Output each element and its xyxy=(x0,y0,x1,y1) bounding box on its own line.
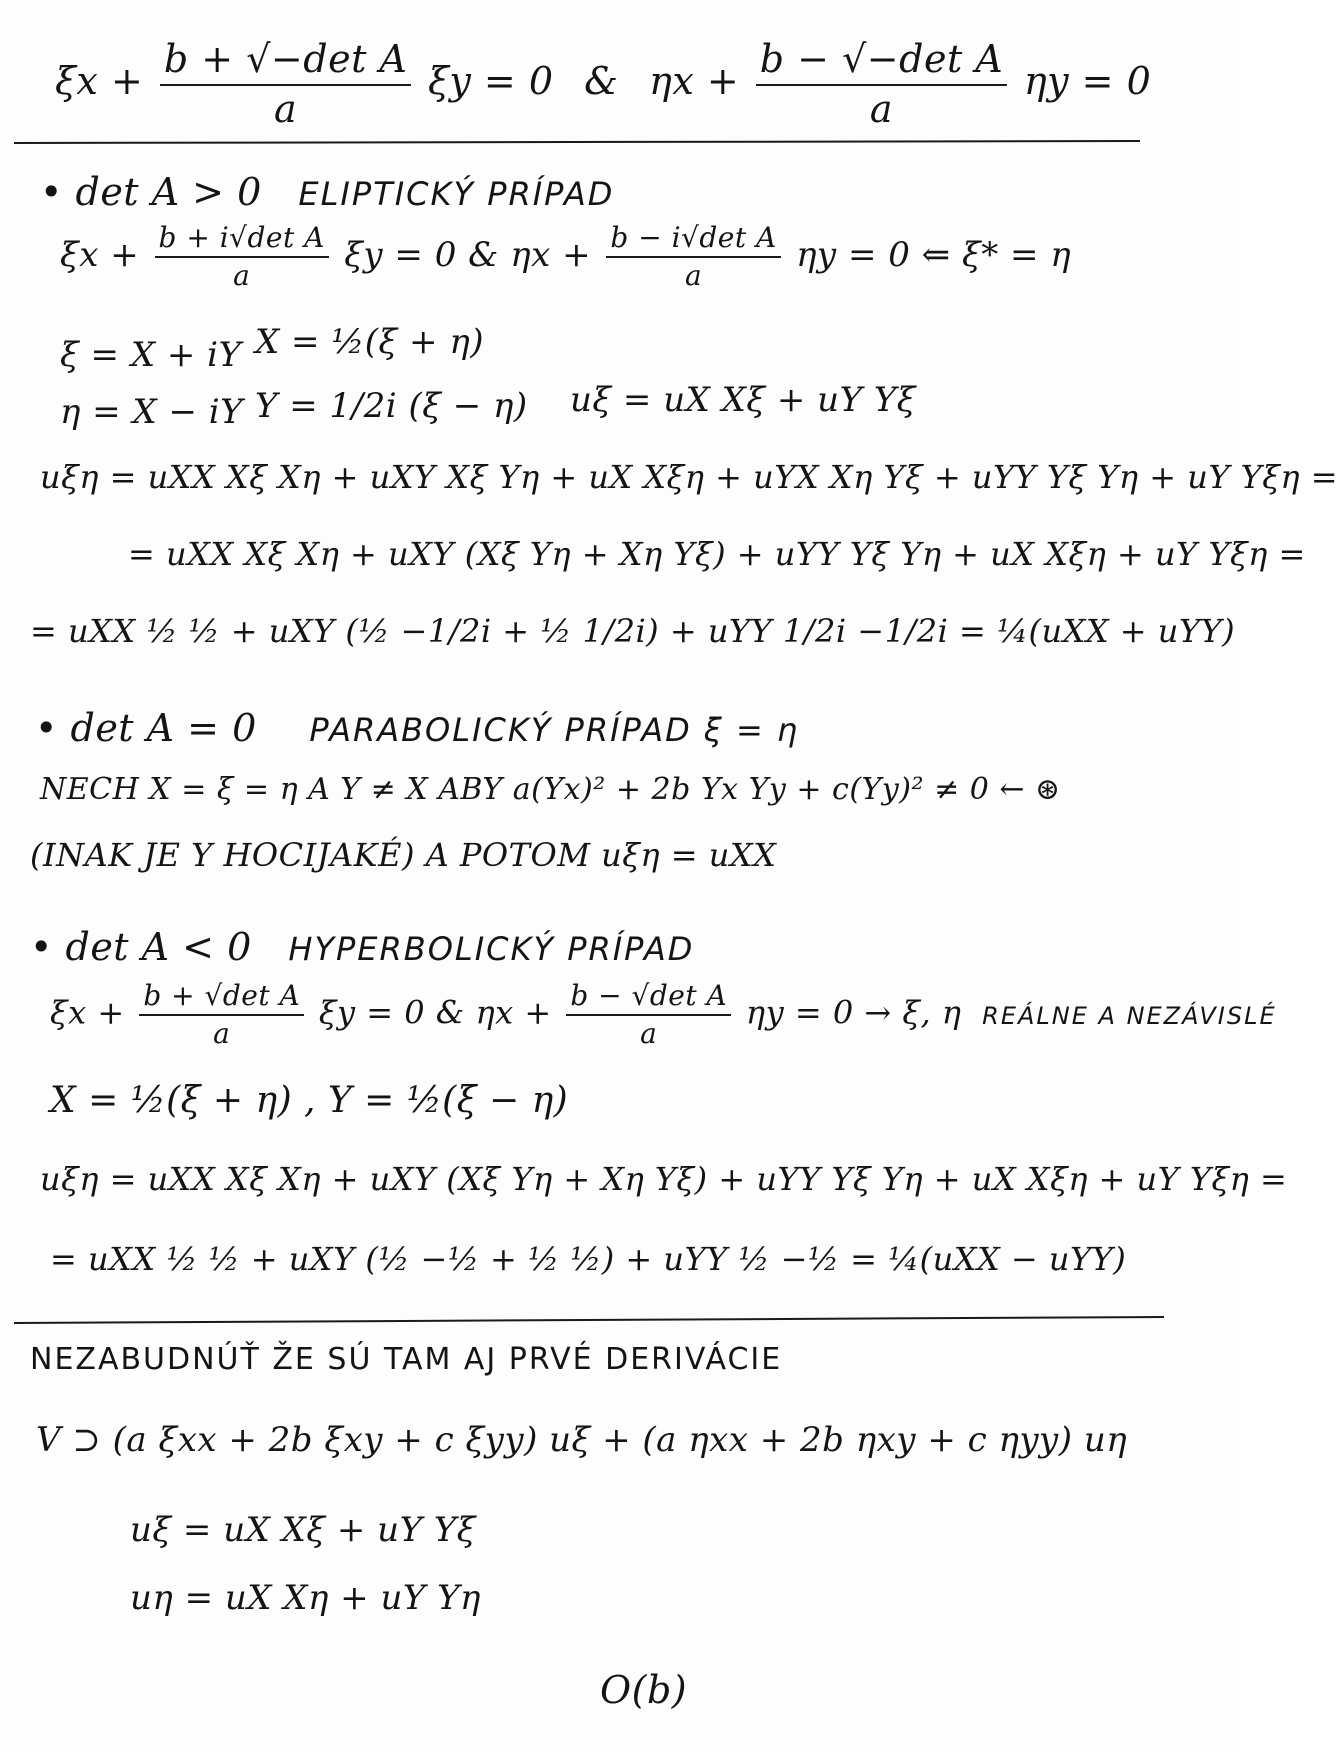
hyperbolic-heading: • det A < 0 xyxy=(30,925,252,969)
note-title: NEZABUDNÚŤ ŽE SÚ TAM AJ PRVÉ DERIVÁCIE xyxy=(30,1342,783,1377)
elliptic-derivation-line2: = uXX Xξ Xη + uXY (Xξ Yη + Xη Yξ) + uYY Yξ Yη + uX Xξη + uY Yξη = xyxy=(128,535,1306,573)
elliptic-eq-den2: a xyxy=(684,259,703,293)
top-amp: & xyxy=(584,59,619,104)
elliptic-characteristic-eq xyxy=(60,222,1071,292)
elliptic-eq-num1: b + i√det A xyxy=(155,222,329,258)
elliptic-def-Y: Y = 1/2i (ξ − η) xyxy=(255,386,528,426)
hyperbolic-title: HYPERBOLICKÝ PRÍPAD xyxy=(288,930,695,968)
divider-top xyxy=(14,140,1140,144)
note-u-xi: uξ = uX Xξ + uY Yξ xyxy=(130,1510,476,1550)
elliptic-eq-num2: b − i√det A xyxy=(606,222,780,258)
note-u-eta: uη = uX Xη + uY Yη xyxy=(130,1578,481,1618)
elliptic-def-X: X = ½(ξ + η) xyxy=(255,322,484,362)
top-xi-tail: ξy = 0 xyxy=(427,59,554,104)
parabolic-title: PARABOLICKÝ PRÍPAD ξ = η xyxy=(309,711,800,749)
elliptic-eq-den1: a xyxy=(233,259,251,293)
top-xi-fraction xyxy=(160,38,411,131)
top-eta-tail: ηy = 0 xyxy=(1023,59,1152,104)
top-equation xyxy=(55,38,1151,131)
hyperbolic-eq-c: ηy = 0 → ξ, η xyxy=(745,993,962,1032)
divider-bottom xyxy=(14,1316,1164,1324)
hyperbolic-eq-note: REÁLNE A NEZÁVISLÉ xyxy=(982,1001,1277,1030)
hyperbolic-characteristic-eq xyxy=(50,980,1277,1050)
elliptic-heading-row xyxy=(40,170,614,214)
top-eta-numerator: b − √−det A xyxy=(756,38,1007,86)
hyperbolic-eq-den1: a xyxy=(213,1017,231,1051)
hyperbolic-eq-den2: a xyxy=(640,1017,658,1051)
top-xi-x: ξx + xyxy=(55,59,144,104)
elliptic-heading: • det A > 0 xyxy=(40,170,262,214)
top-xi-denominator: a xyxy=(274,86,298,131)
hyperbolic-eq-num1: b + √det A xyxy=(139,980,304,1016)
top-eta-x: ηx + xyxy=(649,59,740,104)
elliptic-eq-a: ξx + xyxy=(60,235,140,276)
hyperbolic-derivation-line1: uξη = uXX Xξ Xη + uXY (Xξ Yη + Xη Yξ) + uYY Yξ Yη + uX Xξη + uY Yξη = xyxy=(40,1160,1288,1198)
top-eta-denominator: a xyxy=(869,86,894,131)
elliptic-eq-frac2 xyxy=(606,222,780,292)
hyperbolic-heading-row xyxy=(30,925,694,969)
hyperbolic-eq-num2: b − √det A xyxy=(566,980,731,1016)
note-first-derivatives: V ⊃ (a ξxx + 2b ξxy + c ξyy) uξ + (a ηxx + 2b ηxy + c ηyy) uη xyxy=(36,1420,1128,1460)
elliptic-title: ELIPTICKÝ PRÍPAD xyxy=(298,175,615,213)
parabolic-line2: (INAK JE Y HOCIJAKÉ) A POTOM uξη = uXX xyxy=(30,836,777,874)
hyperbolic-eq-frac1 xyxy=(139,980,304,1050)
page-footer: O(b) xyxy=(600,1668,688,1712)
hyperbolic-eq-frac2 xyxy=(566,980,731,1050)
hyperbolic-derivation-line2: = uXX ½ ½ + uXY (½ −½ + ½ ½) + uYY ½ −½ = ¼(uXX − uYY) xyxy=(50,1240,1127,1278)
top-xi-numerator: b + √−det A xyxy=(160,38,411,86)
elliptic-derivation-line1: uξη = uXX Xξ Xη + uXY Xξ Yη + uX Xξη + uYX Xη Yξ + uYY Yξ Yη + uY Yξη = xyxy=(40,458,1338,496)
elliptic-eq-b: ξy = 0 & ηx + xyxy=(344,235,592,276)
elliptic-def-xi: ξ = X + iY xyxy=(60,335,242,375)
hyperbolic-def: X = ½(ξ + η) , Y = ½(ξ − η) xyxy=(50,1080,569,1121)
elliptic-eq-frac1 xyxy=(155,222,329,292)
parabolic-heading-row xyxy=(35,706,799,750)
parabolic-line1: NECH X = ξ = η A Y ≠ X ABY a(Yx)² + 2b Yx Yy + c(Yy)² ≠ 0 ← ⊛ xyxy=(40,772,1061,807)
elliptic-derivation-line3: = uXX ½ ½ + uXY (½ −1/2i + ½ 1/2i) + uYY 1/2i −1/2i = ¼(uXX + uYY) xyxy=(30,612,1236,650)
elliptic-def-eta: η = X − iY xyxy=(60,392,244,432)
hyperbolic-eq-b: ξy = 0 & ηx + xyxy=(318,993,552,1032)
hyperbolic-eq-a: ξx + xyxy=(50,993,125,1032)
elliptic-def-u-xi: uξ = uX Xξ + uY Yξ xyxy=(570,380,916,420)
top-eta-fraction xyxy=(756,38,1007,131)
elliptic-eq-c: ηy = 0 ⇐ ξ* = η xyxy=(796,235,1072,276)
parabolic-heading: • det A = 0 xyxy=(35,706,257,750)
